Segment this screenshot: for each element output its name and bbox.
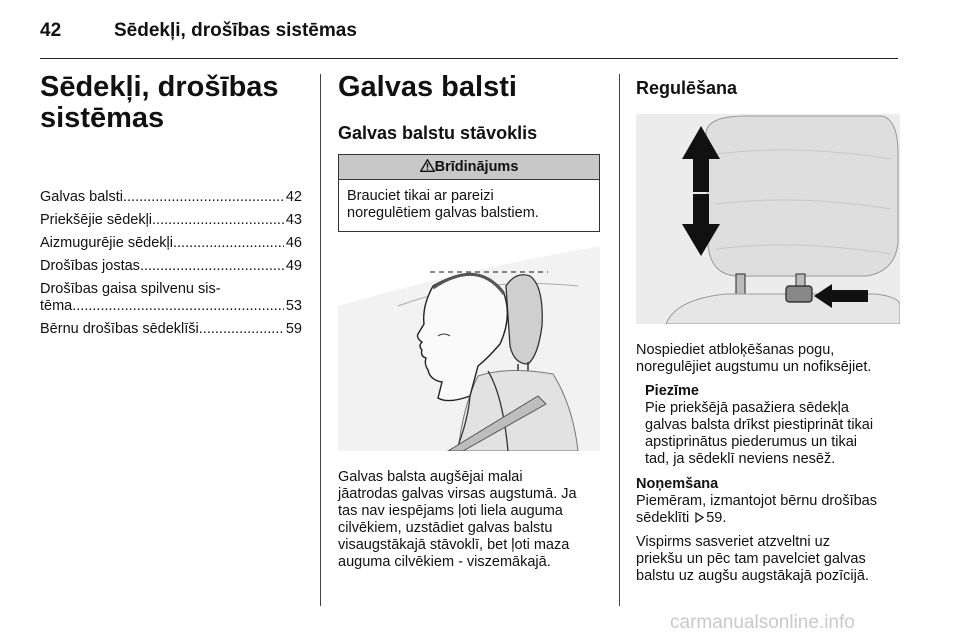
toc-page: 53 bbox=[285, 298, 302, 314]
toc-leader bbox=[173, 232, 284, 255]
body-line: Galvas balsta augšējai malai bbox=[338, 469, 523, 485]
toc-entry[interactable] bbox=[40, 255, 302, 278]
body-line: cilvēkiem, uzstādiet galvas balstu bbox=[338, 520, 553, 536]
body-line: tas nav iespējams ļoti liela auguma bbox=[338, 503, 563, 519]
removal-instructions bbox=[636, 534, 900, 585]
page-number: 42 bbox=[40, 20, 62, 41]
toc-entry[interactable] bbox=[40, 209, 302, 232]
toc-page: 42 bbox=[285, 189, 302, 205]
toc-column bbox=[40, 72, 302, 341]
toc-entry[interactable] bbox=[40, 186, 302, 209]
note-line: tad, ja sēdeklī neviens nesēž. bbox=[645, 451, 836, 467]
warning-line: Brauciet tikai ar pareizi bbox=[347, 188, 494, 204]
section-subtitle: Regulēšana bbox=[636, 78, 738, 98]
adjustment-column bbox=[636, 72, 900, 585]
warning-title: Brīdinājums bbox=[434, 159, 519, 175]
toc-page: 59 bbox=[285, 321, 302, 337]
section-subtitle: Galvas balstu stāvoklis bbox=[338, 123, 538, 143]
warning-box bbox=[338, 154, 600, 232]
toc-leader bbox=[123, 186, 284, 209]
body-line: balstu uz augšu augstākajā pozīcijā. bbox=[636, 568, 869, 584]
note-line: apstiprinātus piederumus un tikai bbox=[645, 434, 857, 450]
warning-line: noregulētiem galvas balstiem. bbox=[347, 205, 539, 221]
toc-leader bbox=[140, 255, 284, 278]
removal-heading: Noņemšana bbox=[636, 476, 719, 492]
chapter-title-line: sistēmas bbox=[40, 102, 165, 134]
toc-entry[interactable] bbox=[40, 232, 302, 255]
body-line bbox=[636, 510, 900, 527]
body-line: noregulējiet augstumu un nofiksējiet. bbox=[636, 359, 872, 375]
toc-label: tēma bbox=[40, 298, 73, 314]
toc-leader bbox=[152, 209, 284, 232]
note-line: Pie priekšējā pasažiera sēdekļa bbox=[645, 400, 849, 416]
headrest-position-illustration bbox=[338, 246, 600, 451]
warning-header bbox=[339, 155, 599, 180]
warning-text bbox=[339, 180, 599, 231]
note-label: Piezīme bbox=[645, 383, 699, 399]
removal-block bbox=[636, 476, 900, 527]
toc-entry[interactable] bbox=[40, 318, 302, 341]
header-rule bbox=[40, 58, 898, 59]
body-line: Nospiediet atbloķēšanas pogu, bbox=[636, 342, 835, 358]
toc-leader bbox=[72, 298, 284, 315]
toc-label: Aizmugurējie sēdekļi bbox=[40, 235, 173, 251]
body-line: Piemēram, izmantojot bērnu drošības bbox=[636, 493, 877, 509]
toc-label: Drošības gaisa spilvenu sis- bbox=[40, 281, 221, 297]
page-reference-link[interactable]: 59. bbox=[706, 510, 727, 526]
toc-label: Priekšējie sēdekļi bbox=[40, 212, 153, 228]
body-line: visaugstākajā stāvoklī, bet ļoti maza bbox=[338, 537, 570, 553]
running-header-title: Sēdekļi, drošības sistēmas bbox=[114, 20, 357, 41]
body-line: priekšu un pēc tam pavelciet galvas bbox=[636, 551, 866, 567]
toc-label: Galvas balsti bbox=[40, 189, 124, 205]
toc-page: 43 bbox=[285, 212, 302, 228]
headrest-column bbox=[338, 72, 602, 571]
reference-arrow-icon bbox=[695, 512, 704, 523]
body-line: Vispirms sasveriet atzveltni uz bbox=[636, 534, 830, 550]
chapter-title bbox=[40, 72, 302, 134]
toc-page: 46 bbox=[285, 235, 302, 251]
toc-label: Bērnu drošības sēdeklīši bbox=[40, 321, 199, 337]
section-title: Galvas balsti bbox=[338, 71, 517, 103]
column-divider bbox=[320, 74, 321, 606]
toc-entry[interactable] bbox=[40, 281, 302, 315]
warning-triangle-icon bbox=[420, 159, 435, 172]
watermark: carmanualsonline.info bbox=[670, 612, 855, 633]
toc-label: Drošības jostas bbox=[40, 258, 140, 274]
note-block bbox=[636, 383, 900, 468]
table-of-contents bbox=[40, 186, 302, 341]
column-divider bbox=[619, 74, 620, 606]
body-line: auguma cilvēkiem - viszemākajā. bbox=[338, 554, 551, 570]
note-line: galvas balsta drīkst piestiprināt tikai bbox=[645, 417, 874, 433]
chapter-title-line: Sēdekļi, drošības bbox=[40, 71, 279, 103]
headrest-position-text bbox=[338, 469, 602, 571]
body-line: jāatrodas galvas virsas augstumā. Ja bbox=[338, 486, 577, 502]
adjustment-text bbox=[636, 342, 900, 376]
toc-leader bbox=[199, 318, 284, 341]
headrest-adjustment-illustration bbox=[636, 114, 900, 324]
body-text: sēdeklīti bbox=[636, 510, 690, 526]
toc-page: 49 bbox=[285, 258, 302, 274]
